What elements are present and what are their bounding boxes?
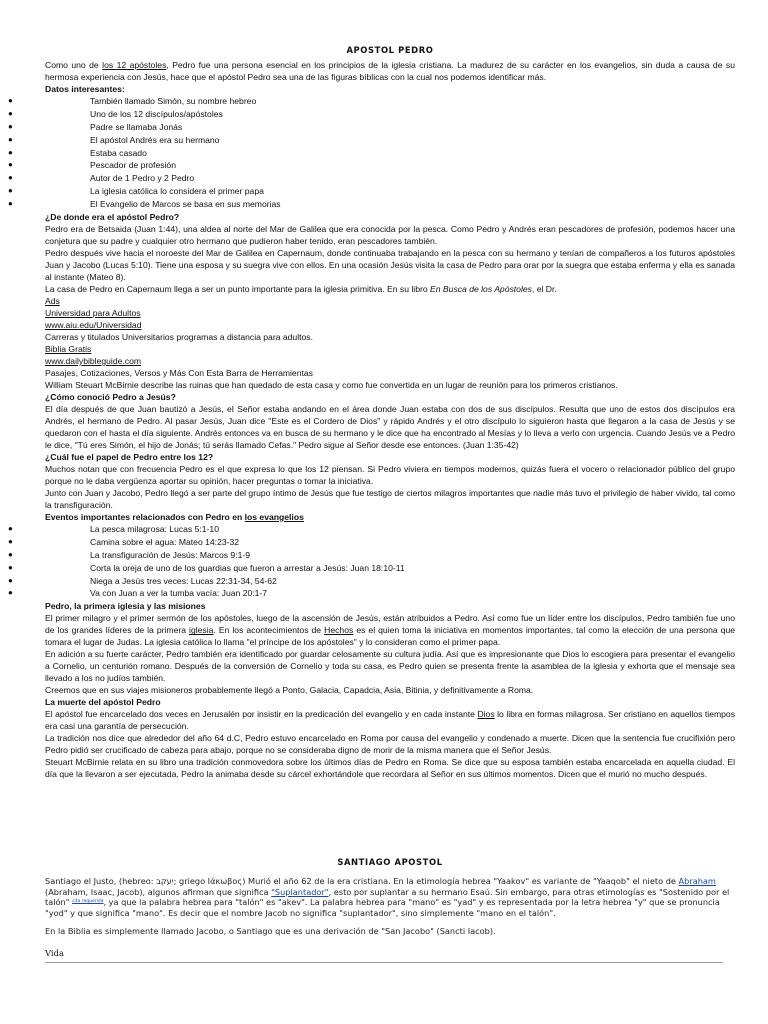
- santiago-text-b: (Abraham, Isaac, Jacob), algunos afirman que significa: [45, 886, 272, 897]
- list-item: [8, 172, 735, 185]
- eventos-heading-text: Eventos importantes relacionados con Pedro en: [45, 512, 245, 523]
- title-santiago-apostol: SANTIAGO APOSTOL: [337, 857, 443, 867]
- paragraph-muerte-2: La tradición nos dice que alrededor del año 64 d.C, Pedro estuvo encarcelado en Roma por causa del evangelio y condenado a muerte. Dicen que la sentencia fue crucifixión pero Pedro pidió ser crucificado de cabeza para abajo, porque no se consideraba digno de morir de la misma manera que el Señor Jesús.: [45, 733, 735, 756]
- link-cita-requerida[interactable]: cita requerida: [72, 899, 104, 904]
- bullet-icon: ●: [8, 199, 13, 209]
- link-suplantador[interactable]: "Suplantador": [271, 886, 329, 897]
- intro-text-start: Como uno de: [45, 60, 103, 70]
- list-item: [8, 523, 735, 536]
- bullet-icon: ●: [8, 562, 13, 572]
- heading-como-conocio: ¿Cómo conoció Pedro a Jesús?: [45, 392, 176, 403]
- paragraph-papel-1: Muchos notan que con frecuencia Pedro es el que expresa lo que los 12 piensan. Si Pedro viviera en tiempos modernos, quizás fuera el vocero o relacionador público del grupo porque no le daba vergüenza aportar su opinión, hacer preguntas o tomar la iniciativa.: [45, 464, 735, 487]
- section-apostol-pedro: [8, 44, 736, 780]
- title-apostol-pedro: APOSTOL PEDRO: [346, 45, 434, 55]
- list-item: [8, 121, 735, 134]
- list-item-text: La transfiguración de Jesús: Marcos 9:1-9: [90, 549, 251, 560]
- ad1-description: Carreras y titulados Universitarios programas a distancia para adultos.: [45, 332, 313, 343]
- paragraph-capernaum: Pedro después vive hacia el noroeste del Mar de Galilea en Capernaum, donde continuaba trabajando en la pesca con su hermano y tenían de compañeros a los futuros apóstoles Juan y Jacobo (Lucas 5:10). Tiene una esposa y su suegra vive con ellos. En una ocasión Jesús visita la casa de Pedro para orar por la suegra que estaba enferma y ella es sanada al instante (Mateo 8).: [45, 248, 735, 283]
- paragraph-iglesia-2: En adición a su fuerte carácter, Pedro también era identificado por guardar celosamente su cultura judía. Así que es impresionante que Dios lo escogiera para presentar el evangelio a Cornelio, un centurión romano. Después de la conversión de Cornelio y toda su casa, es Pedro quien se presenta frente la asamblea de la iglesia y exhorta que el mensaje sea llevado a los no judíos también.: [45, 649, 735, 684]
- muerte-text-a: El apóstol fue encarcelado dos veces en Jerusalén por insistir en la predicación del evangelio y en cada instante: [45, 709, 478, 720]
- ad1-url-link[interactable]: www.aiu.edu/Universidad: [45, 320, 142, 331]
- list-item: [8, 185, 735, 198]
- paragraph-papel-2: Junto con Juan y Jacobo, Pedro llegó a ser parte del grupo íntimo de Jesús que fue testigo de ciertos milagros importantes que nadie más tuvo el privilegio de haber vivido, tal como la transfiguración.: [45, 488, 735, 511]
- bullet-icon: ●: [8, 121, 13, 131]
- bullet-icon: ●: [8, 147, 13, 157]
- heading-vida: Vida: [45, 947, 723, 963]
- list-item-text: Corta la oreja de uno de los guardias que fueron a arrestar a Jesús: Juan 18:10-11: [90, 562, 405, 573]
- iglesia-text-b: . En los acontecimientos de: [213, 625, 325, 636]
- heading-datos-interesantes: Datos interesantes:: [45, 84, 125, 94]
- bullet-icon: ●: [8, 173, 13, 183]
- paragraph-muerte-1: [45, 708, 735, 732]
- casa-text-start: La casa de Pedro en Capernaum llega a ser un punto importante para la iglesia primitiva. En su libro: [45, 284, 431, 295]
- list-item-text: Va con Juan a ver la tumba vacía: Juan 20:1-7: [90, 588, 268, 599]
- paragraph-iglesia-1: [45, 612, 735, 648]
- paragraph-mcbirnie: William Steuart McBirnie describe las ruinas que han quedado de esta casa y como fue convertida en un lugar de reunión para los primeros cristianos.: [45, 380, 618, 391]
- link-iglesia[interactable]: iglesia: [189, 625, 214, 636]
- heading-primera-iglesia: Pedro, la primera iglesia y las misiones: [45, 601, 206, 612]
- list-item: [8, 159, 735, 172]
- list-item-text: Padre se llamaba Jonás: [90, 121, 183, 132]
- bullet-icon: ●: [8, 186, 13, 196]
- book-title: En Busca de los Apóstoles: [430, 284, 532, 295]
- spacer: [45, 918, 735, 926]
- bullet-icon: ●: [8, 536, 13, 546]
- heading-de-donde: ¿De donde era el apóstol Pedro?: [45, 212, 180, 223]
- paragraph-santiago-1: [45, 876, 735, 918]
- list-item: [8, 134, 735, 147]
- list-item-text: La iglesia católica lo considera el primer papa: [90, 186, 264, 197]
- link-abraham[interactable]: Abraham: [678, 876, 716, 886]
- bullet-icon: ●: [8, 96, 13, 105]
- paragraph-muerte-3: Steuart McBirnie relata en su libro una tradición conmovedora sobre los últimos días de Pedro en Roma. Se dice que su esposa también estaba encarcelada en aquella ciudad. El día que la llevaron a ser ejecutada, Pedro la animaba desde su cárcel exhortándole que recordara al Señor en sus últimos momentos. Dicen que el murió no mucho después.: [45, 757, 735, 780]
- heading-papel: ¿Cuál fue el papel de Pedro entre los 12?: [45, 452, 214, 463]
- ads-label[interactable]: Ads: [45, 296, 60, 307]
- list-item: [8, 95, 735, 108]
- link-los-evangelios[interactable]: los evangelios: [244, 512, 304, 523]
- bullet-icon: ●: [8, 108, 13, 118]
- list-item: [8, 575, 735, 588]
- iglesia-text-a: El primer milagro y el primer sermón de los apóstoles, luego de la ascensión de Jesús, están atribuidos a Pedro. Así como fue un líder entre los discípulos, Pedro también fue uno de los grandes líderes de la primera: [45, 613, 735, 636]
- paragraph-como-conocio: El día después de que Juan bautizó a Jesús, el Señor estaba andando en el área donde Juan estaba con dos de sus discípulos. Resulta que uno de estos dos discípulos era Andrés, el hermano de Pedro. Al pasar Jesús, Juan dice "Este es el Cordero de Dios" y rápido Andrés y el otro discípulo lo siguieron hasta que llegaron a la casa de Jesús y se quedaron con el hasta el día siguiente. Andrés entonces va en busca de su hermano y le dice que ha encontrado al Mesías y lo lleva a verlo con urgencia. Cuando Jesús ve a Pedro le dice, "Tú eres Simón, el hijo de Jonás; tú serás llamado Cefas." Pedro sigue al Señor desde ese entonces. (Juan 1:35-42): [45, 404, 735, 451]
- ad1-title-link[interactable]: Universidad para Adultos: [45, 308, 141, 319]
- intro-text-end: , Pedro fue una persona esencial en los principios de la iglesia cristiana. La madurez de su carácter en los evangelios, sin duda a causa de su hermosa experiencia con Jesús, hace que el apóstol Pedro sea una de las figuras bíblicas con la cual nos podemos identificar más.: [45, 60, 736, 82]
- heading-muerte: La muerte del apóstol Pedro: [45, 697, 161, 708]
- ad2-description: Pasajes, Cotizaciones, Versos y Más Con Esta Barra de Herramientas: [45, 368, 313, 379]
- paragraph-iglesia-3: Creemos que en sus viajes misioneros probablemente llegó a Ponto, Galacia, Capadcia, Asia, Bitinia, y definitivamente a Roma.: [45, 685, 534, 696]
- bullet-icon: ●: [8, 160, 13, 170]
- muerte-text-b: lo libra en formas milagrosa. Ser cristiano en aquellos tiempos era casi una garantía de persecución.: [45, 709, 735, 732]
- eventos-list: [8, 523, 735, 600]
- bullet-icon: ●: [8, 134, 13, 144]
- list-item: [8, 147, 735, 160]
- ads-block: [45, 295, 735, 379]
- link-hechos[interactable]: Hechos: [324, 625, 354, 636]
- list-item: [8, 549, 735, 562]
- list-item: [8, 108, 735, 121]
- bullet-icon: ●: [8, 524, 13, 534]
- ad2-title-link[interactable]: Biblia Gratis: [45, 344, 92, 355]
- list-item-text: Uno de los 12 discípulos/apóstoles: [90, 108, 223, 119]
- list-item-text: La pesca milagrosa: Lucas 5:1-10: [90, 524, 219, 535]
- list-item: [8, 562, 735, 575]
- santiago-text-c: , esto por suplantar a su hermano Esaú. Sin embargo, para otras etimologías es "Sostenido por el talón": [45, 886, 730, 907]
- list-item-text: También llamado Simón, su nombre hebreo: [90, 96, 257, 106]
- list-item: [8, 198, 735, 211]
- list-item-text: El apóstol Andrés era su hermano: [90, 134, 220, 145]
- paragraph-casa-pedro: [45, 283, 735, 295]
- link-12-apostoles[interactable]: los 12 apóstoles: [102, 60, 167, 70]
- casa-text-end: , el Dr.: [531, 284, 557, 295]
- link-dios[interactable]: Dios: [477, 709, 495, 720]
- paragraph-betsaida: Pedro era de Betsaida (Juan 1:44), una aldea al norte del Mar de Galilea que era conocida por la pesca. Como Pedro y Andrés eran pescadores de profesión, podemos hacer una conjetura que su padre y cualquier otro hermano que pudieron haber tenido, eran pescadores también.: [45, 224, 735, 247]
- bullet-icon: ●: [8, 575, 13, 585]
- santiago-text-d: , ya que la palabra hebrea para "talón" es "akev". La palabra hebrea para "mano" es "yad" y es representada por la letra hebrea "y" que se pronuncia "yod" y que significa "mano". Es decir que el nombre Jacob no significa "suplantador", sino simplemente "mano en el talón".: [45, 897, 720, 918]
- section-santiago-apostol: [45, 856, 735, 963]
- paragraph-santiago-2: En la Biblia es simplemente llamado Jacobo, o Santiago que es una derivación de "San Jacobo" (Sancti Iacob).: [45, 926, 496, 936]
- iglesia-text-c: es el quien toma la iniciativa en momentos importantes, tal como la elección de una persona que tomara el lugar de Judas. La iglesia católica lo llama "el príncipe de los apóstoles" y lo consideran como el primer papa.: [45, 625, 735, 648]
- heading-eventos: [45, 511, 735, 523]
- list-item-text: Autor de 1 Pedro y 2 Pedro: [90, 173, 195, 184]
- list-item-text: El Evangelio de Marcos se basa en sus memorias: [90, 199, 281, 210]
- bullet-icon: ●: [8, 588, 13, 598]
- intro-paragraph: [45, 59, 735, 83]
- list-item-text: Camina sobre el agua: Mateo 14:23-32: [90, 536, 240, 547]
- list-item-text: Estaba casado: [90, 147, 147, 158]
- list-item: [8, 587, 735, 600]
- datos-list: [8, 95, 735, 211]
- santiago-text-a: Santiago el Justo, (hebreo: יעקב; griego Ιάκωβος) Murió el año 62 de la era cristiana. En la etimología hebrea "Yaakov" es variante de "Yaaqob" el nieto de: [45, 876, 679, 886]
- list-item-text: Pescador de profesión: [90, 160, 176, 171]
- list-item: [8, 536, 735, 549]
- bullet-icon: ●: [8, 549, 13, 559]
- list-item-text: Niega a Jesús tres veces: Lucas 22:31-34, 54-62: [90, 575, 277, 586]
- ad2-url-link[interactable]: www.dailybibleguide.com: [45, 356, 142, 367]
